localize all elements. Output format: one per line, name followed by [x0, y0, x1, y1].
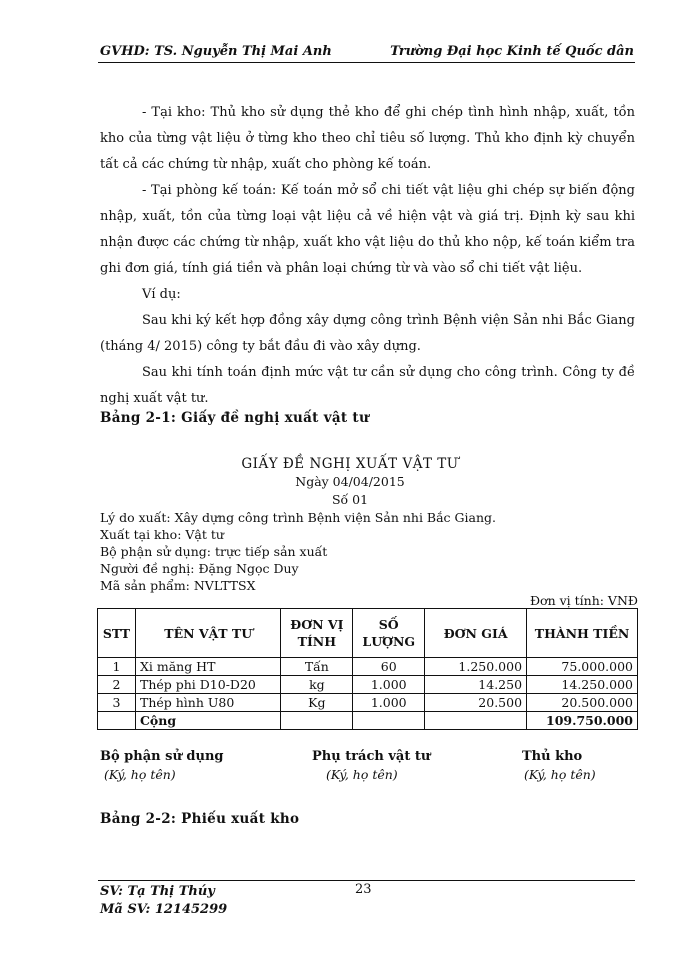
table-header-row [98, 609, 638, 658]
signature-storekeeper-note: (Ký, họ tên) [524, 767, 596, 782]
form-date: Ngày 04/04/2015 [295, 474, 405, 489]
cell-total: 20.500.000 [527, 694, 638, 712]
table-sum-row [98, 712, 638, 730]
paragraph-contract: Sau khi ký kết hợp đồng xây dựng công trình Bệnh viện Sản nhi Bắc Giang (tháng 4/ 2015) công ty bắt đầu đi vào xây dựng. [100, 313, 635, 354]
signature-materials-title: Phụ trách vật tư [312, 749, 431, 764]
cell-sum-label: Cộng [135, 712, 280, 730]
cell-name: Thép hình U80 [135, 694, 280, 712]
footer-divider [98, 880, 635, 881]
cell-sum-total: 109.750.000 [527, 712, 638, 730]
paragraph-warehouse: - Tại kho: Thủ kho sử dụng thẻ kho để ghi chép tình hình nhập, xuất, tồn kho của từng vật liệu ở từng kho theo chỉ tiêu số lượng. Thủ kho định kỳ chuyển tất cả các chứng từ nhập, xuất cho phòng kế toán. [100, 105, 635, 172]
footer-student-id: Mã SV: 12145299 [100, 902, 228, 917]
table-row [98, 676, 638, 694]
header-university: Trường Đại học Kinh tế Quốc dân [390, 44, 634, 59]
col-stt: STT [98, 609, 136, 658]
col-price: ĐƠN GIÁ [425, 609, 527, 658]
form-reason: Lý do xuất: Xây dựng công trình Bệnh viện Sản nhi Bắc Giang. [100, 510, 496, 525]
section-heading-2-2: Bảng 2-2: Phiếu xuất kho [100, 811, 300, 827]
cell-qty: 1.000 [353, 694, 425, 712]
cell-qty: 1.000 [353, 676, 425, 694]
table-row [98, 694, 638, 712]
cell-qty: 60 [353, 658, 425, 676]
cell-empty [425, 712, 527, 730]
cell-price: 20.500 [425, 694, 527, 712]
cell-price: 14.250 [425, 676, 527, 694]
cell-total: 75.000.000 [527, 658, 638, 676]
paragraph-accounting: - Tại phòng kế toán: Kế toán mở sổ chi tiết vật liệu ghi chép sự biến động nhập, xuất, tồn của từng loại vật liệu cả về hiện vật và giá trị. Định kỳ sau khi nhận được các chứng từ nhập, xuất kho vật liệu do thủ kho nộp, kế toán kiểm tra ghi đơn giá, tính giá tiền và phân loại chứng từ và vào sổ chi tiết vật liệu. [100, 183, 635, 276]
form-currency-unit: Đơn vị tính: VNĐ [529, 593, 638, 608]
cell-empty [353, 712, 425, 730]
material-table [97, 608, 638, 730]
cell-stt: 3 [98, 694, 136, 712]
form-warehouse: Xuất tại kho: Vật tư [100, 527, 224, 542]
cell-empty [281, 712, 353, 730]
form-title: GIẤY ĐỀ NGHỊ XUẤT VẬT TƯ [241, 456, 459, 472]
cell-empty [98, 712, 136, 730]
cell-stt: 2 [98, 676, 136, 694]
cell-unit: kg [281, 676, 353, 694]
cell-unit: Tấn [281, 658, 353, 676]
cell-unit: Kg [281, 694, 353, 712]
col-unit: ĐƠN VỊ TÍNH [281, 609, 353, 658]
signature-materials-note: (Ký, họ tên) [326, 767, 398, 782]
table-row [98, 658, 638, 676]
cell-price: 1.250.000 [425, 658, 527, 676]
footer-student: SV: Tạ Thị Thúy [100, 884, 215, 899]
section-heading-2-1: Bảng 2-1: Giấy đề nghị xuất vật tư [100, 410, 370, 426]
col-qty: SỐ LƯỢNG [353, 609, 425, 658]
cell-name: Thép phi D10-D20 [135, 676, 280, 694]
form-product-code: Mã sản phẩm: NVLTTSX [100, 578, 256, 593]
paragraph-request: Sau khi tính toán định mức vật tư cần sử dụng cho công trình. Công ty đề nghị xuất vật tư. [100, 365, 635, 406]
cell-name: Xi măng HT [135, 658, 280, 676]
form-requester: Người đề nghị: Đặng Ngọc Duy [100, 561, 299, 576]
header-advisor: GVHD: TS. Nguyễn Thị Mai Anh [100, 44, 332, 59]
cell-stt: 1 [98, 658, 136, 676]
cell-total: 14.250.000 [527, 676, 638, 694]
signature-storekeeper-title: Thủ kho [522, 749, 583, 764]
paragraph-example: Ví dụ: [142, 287, 181, 302]
form-department: Bộ phận sử dụng: trực tiếp sản xuất [100, 544, 328, 559]
signature-user-dept-title: Bộ phận sử dụng [100, 749, 224, 764]
signature-user-dept-note: (Ký, họ tên) [104, 767, 176, 782]
header-divider [98, 62, 635, 63]
form-number: Số 01 [331, 492, 369, 507]
col-total: THÀNH TIỀN [527, 609, 638, 658]
page-number: 23 [355, 882, 372, 897]
col-name: TÊN VẬT TƯ [135, 609, 280, 658]
